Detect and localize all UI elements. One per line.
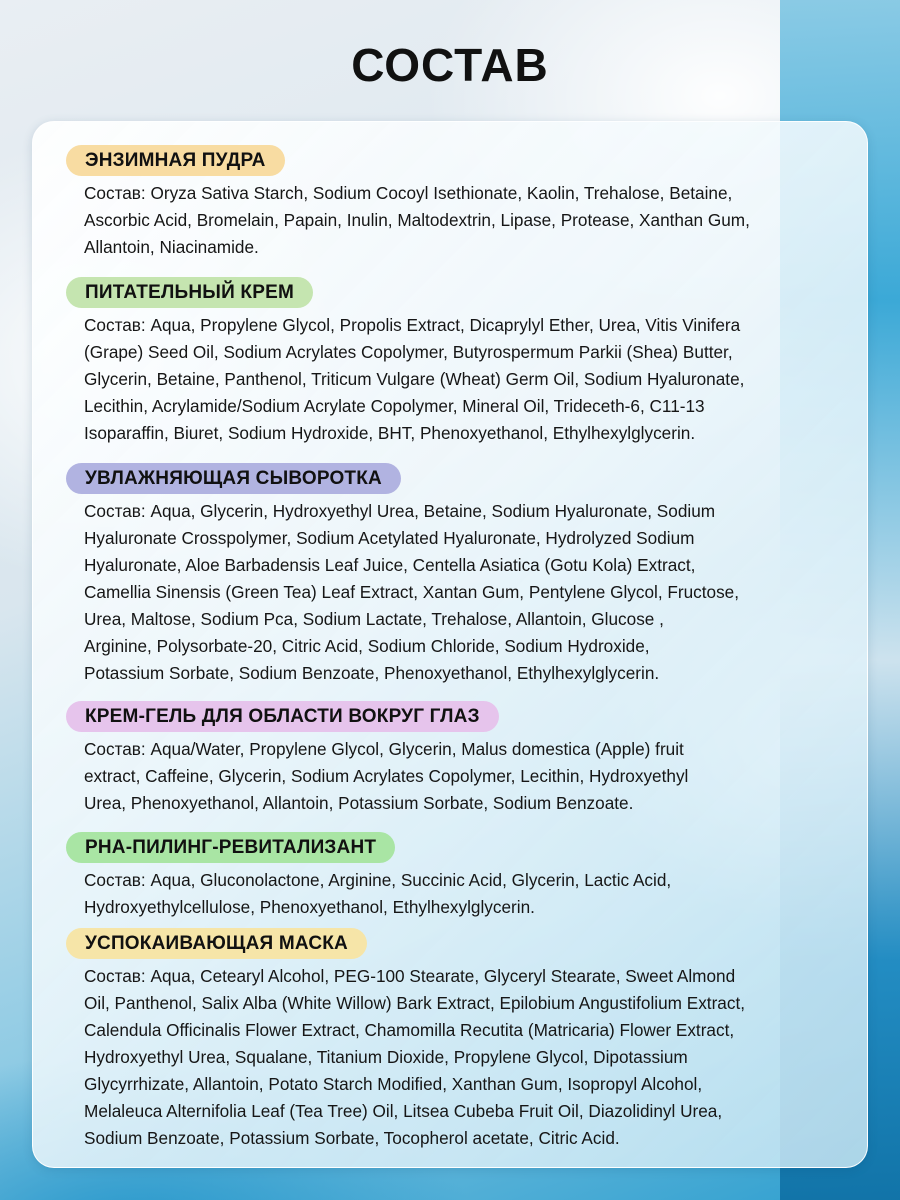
ingredients-card [32, 121, 868, 1168]
section-heading: УСПОКАИВАЮЩАЯ МАСКА [66, 928, 367, 959]
section-moisturizing-serum [66, 463, 843, 687]
section-eye-cream-gel [66, 701, 843, 817]
section-pha-peeling [66, 832, 843, 921]
page-title: СОСТАВ [351, 39, 549, 91]
section-enzyme-powder [66, 145, 843, 261]
section-heading: PHA-ПИЛИНГ-РЕВИТАЛИЗАНТ [66, 832, 395, 863]
section-ingredients: Состав: Aqua, Glycerin, Hydroxyethyl Urea, Betaine, Sodium Hyaluronate, Sodium Hyaluronate Crosspolymer, Sodium Acetylated Hyaluronate, Hydrolyzed Sodium Hyaluronate, Aloe Barbadensis Leaf Juice, Centella Asiatica (Gotu Kola) Extract, Camellia Sinensis (Green Tea) Leaf Extract, Xantan Gum, Pentylene Glycol, Fructose, Urea, Maltose, Sodium Pca, Sodium Lactate, Trehalose, Allantoin, Glucose , Arginine, Polysorbate-20, Citric Acid, Sodium Chloride, Sodium Hydroxide, Potassium Sorbate, Sodium Benzoate, Phenoxyethanol, Ethylhexylglycerin. [84, 501, 740, 683]
section-nourishing-cream [66, 277, 843, 447]
section-heading: ПИТАТЕЛЬНЫЙ КРЕМ [66, 277, 313, 308]
section-ingredients: Состав: Aqua/Water, Propylene Glycol, Glycerin, Malus domestica (Apple) fruit extract, Caffeine, Glycerin, Sodium Acrylates Copolymer, Lecithin, Hydroxyethyl Urea, Phenoxyethanol, Allantoin, Potassium Sorbate, Sodium Benzoate. [84, 739, 689, 813]
section-heading: УВЛАЖНЯЮЩАЯ СЫВОРОТКА [66, 463, 401, 494]
section-ingredients: Состав: Aqua, Cetearyl Alcohol, PEG-100 Stearate, Glyceryl Stearate, Sweet Almond Oil, Panthenol, Salix Alba (White Willow) Bark Extract, Epilobium Angustifolium Extract, Calendula Officinalis Flower Extract, Chamomilla Recutita (Matricaria) Flower Extract, Hydroxyethyl Urea, Squalane, Titanium Dioxide, Propylene Glycol, Dipotassium Glycyrrhizate, Allantoin, Potato Starch Modified, Xanthan Gum, Isopropyl Alcohol, Melaleuca Alternifolia Leaf (Tea Tree) Oil, Litsea Cubeba Fruit Oil, Diazolidinyl Urea, Sodium Benzoate, Potassium Sorbate, Tocopherol acetate, Citric Acid. [84, 966, 746, 1148]
section-ingredients: Состав: Oryza Sativa Starch, Sodium Cocoyl Isethionate, Kaolin, Trehalose, Betaine, Ascorbic Acid, Bromelain, Papain, Inulin, Maltodextrin, Lipase, Protease, Xanthan Gum, Allantoin, Niacinamide. [84, 183, 750, 257]
section-ingredients: Состав: Aqua, Propylene Glycol, Propolis Extract, Dicaprylyl Ether, Urea, Vitis Vinifera (Grape) Seed Oil, Sodium Acrylates Copolymer, Butyrospermum Parkii (Shea) Butter, Glycerin, Betaine, Panthenol, Triticum Vulgare (Wheat) Germ Oil, Sodium Hyaluronate, Lecithin, Acrylamide/Sodium Acrylate Copolymer, Mineral Oil, Trideceth-6, C11-13 Isoparaffin, Biuret, Sodium Hydroxide, BHT, Phenoxyethanol, Ethylhexylglycerin. [84, 315, 745, 443]
section-heading: КРЕМ-ГЕЛЬ ДЛЯ ОБЛАСТИ ВОКРУГ ГЛАЗ [66, 701, 499, 732]
section-soothing-mask [66, 928, 843, 1152]
section-ingredients: Состав: Aqua, Gluconolactone, Arginine, Succinic Acid, Glycerin, Lactic Acid, Hydroxyethylcellulose, Phenoxyethanol, Ethylhexylglycerin. [84, 870, 672, 917]
section-heading: ЭНЗИМНАЯ ПУДРА [66, 145, 285, 176]
